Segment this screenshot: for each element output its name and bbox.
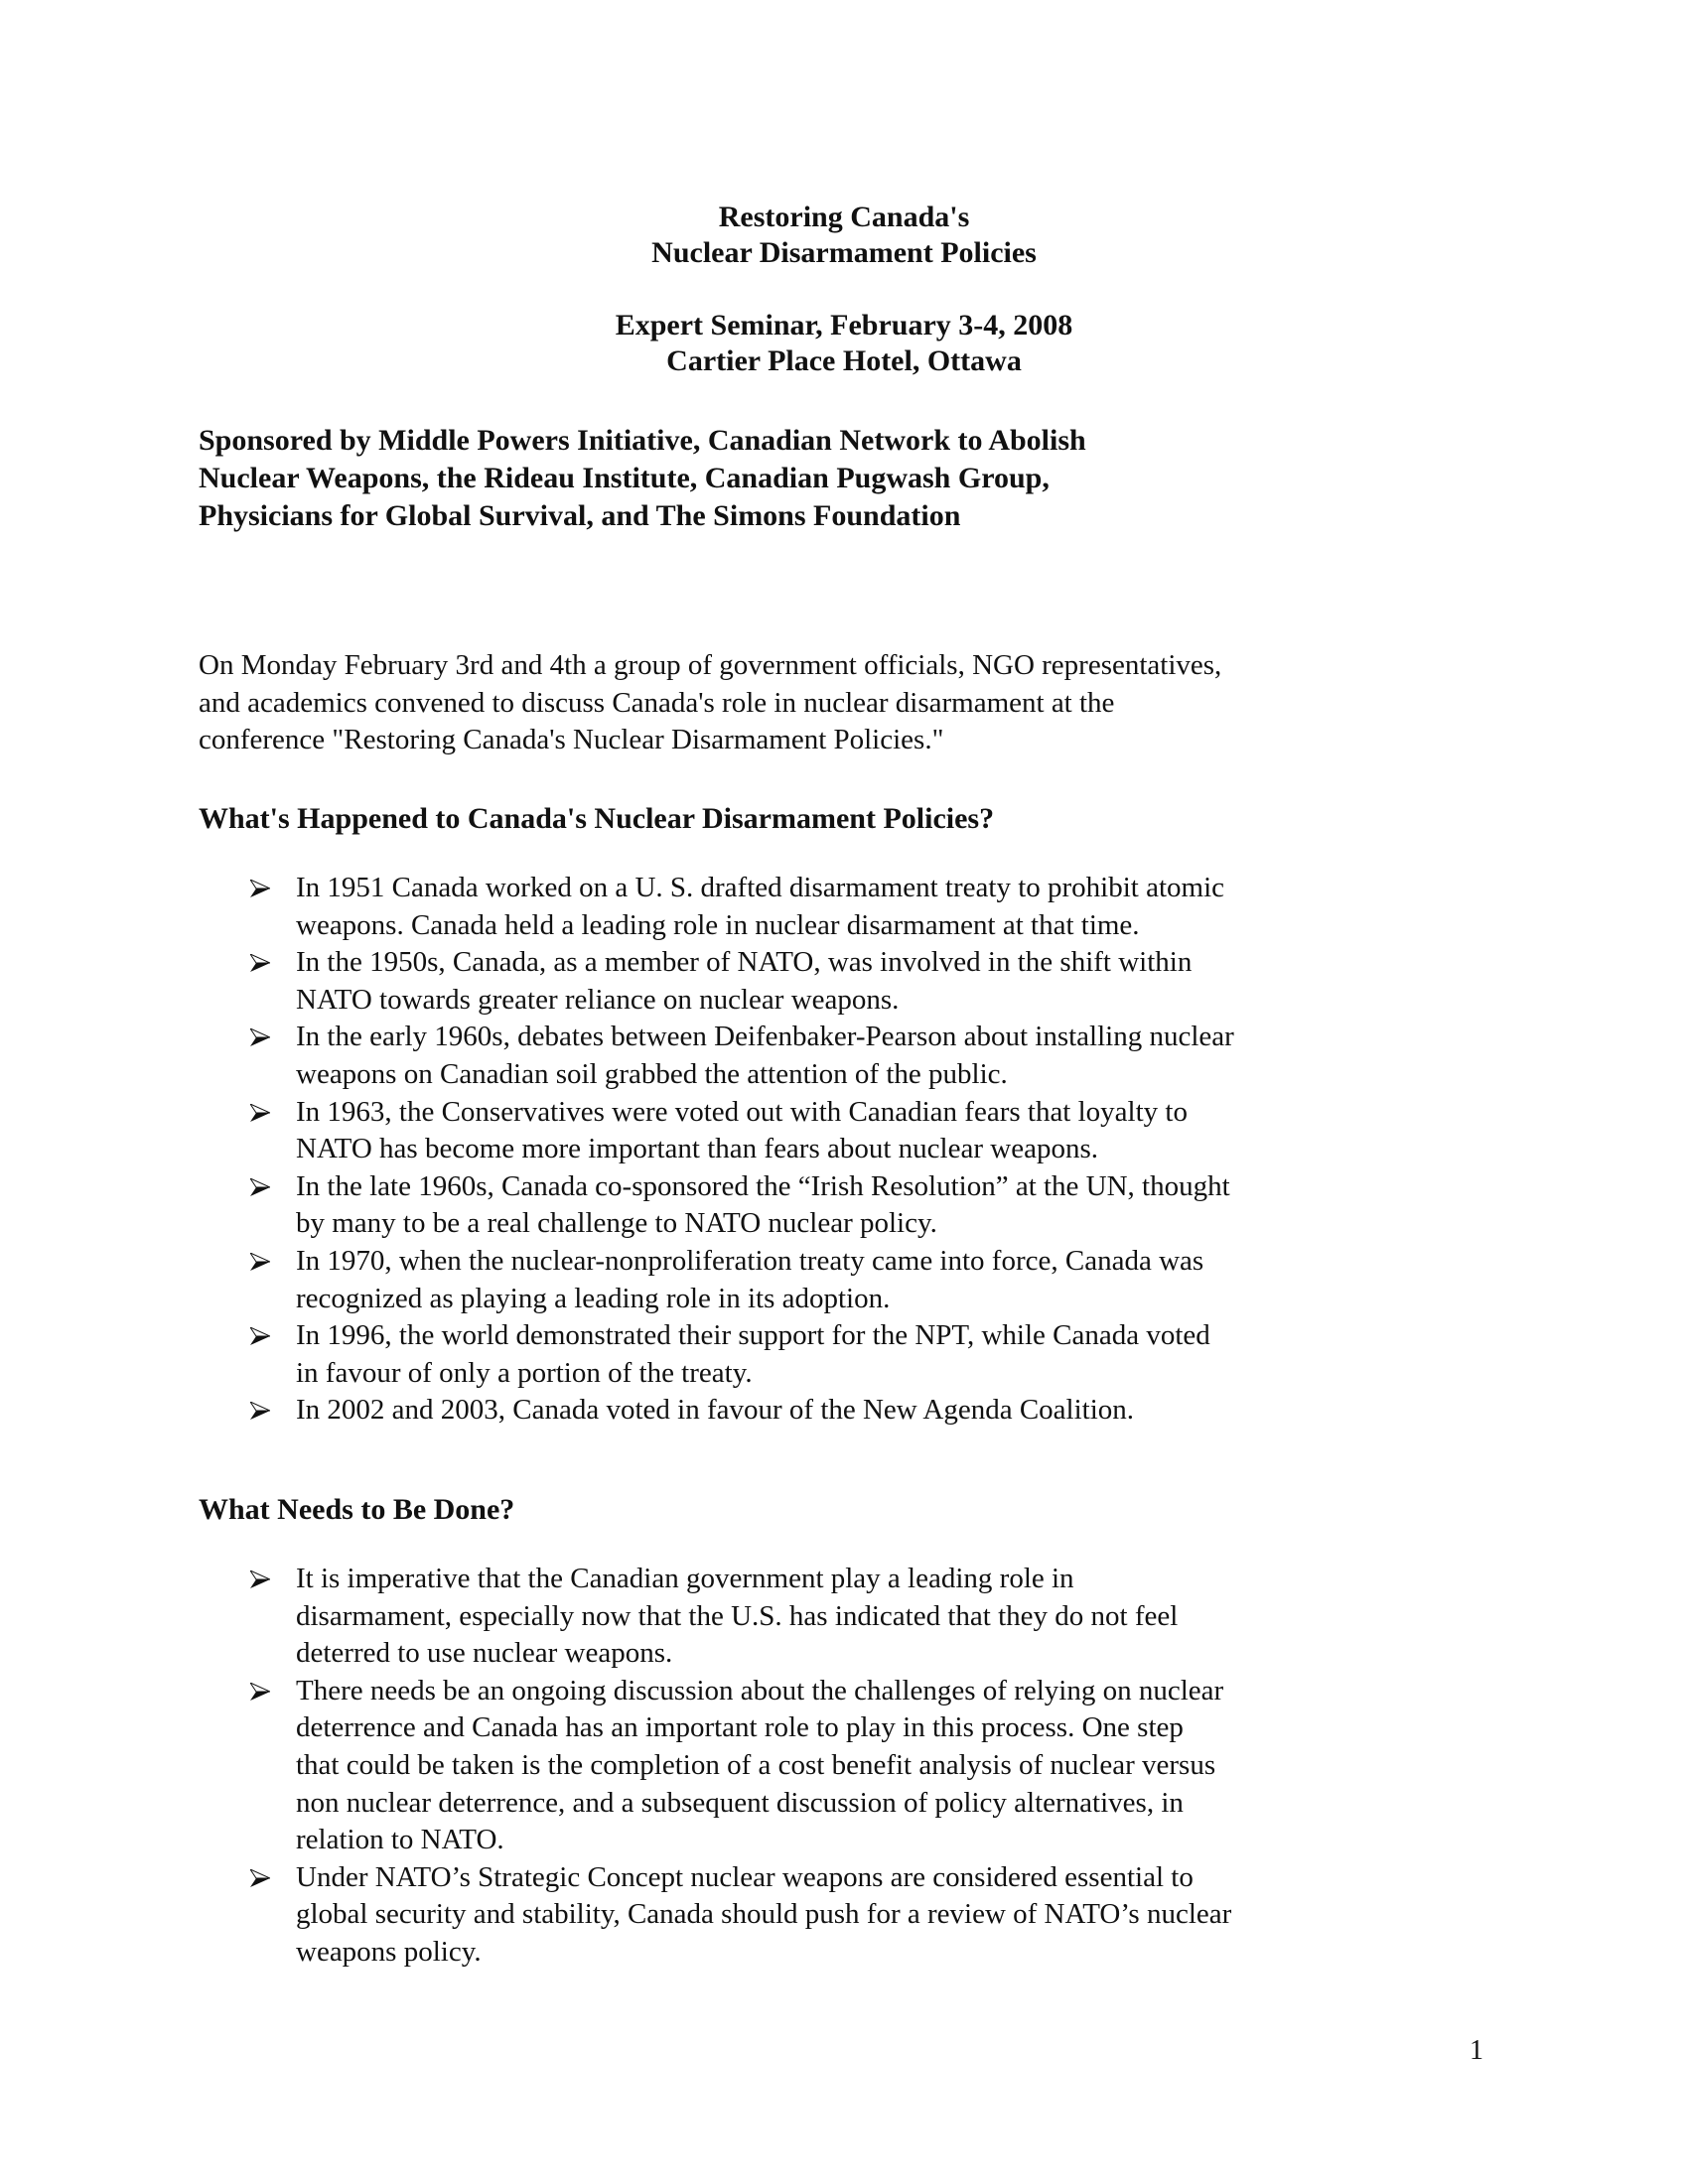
arrowhead-bullet-icon xyxy=(250,1869,270,1887)
page-number: 1 xyxy=(1470,2035,1483,2066)
list-item: In 1996, the world demonstrated their support for the NPT, while Canada voted in favour of only a portion of the treaty. xyxy=(250,1317,1511,1392)
title-line-2: Nuclear Disarmament Policies xyxy=(651,236,1037,269)
section-heading-history: What's Happened to Canada's Nuclear Disarmament Policies? xyxy=(199,802,995,835)
arrowhead-bullet-icon xyxy=(250,1683,270,1701)
history-bullet-list xyxy=(250,870,1511,1430)
list-item: In 1970, when the nuclear-nonproliferation treaty came into force, Canada was recognized as playing a leading role in its adoption. xyxy=(250,1243,1511,1317)
arrowhead-bullet-icon xyxy=(250,1402,270,1420)
title-line-1: Restoring Canada's xyxy=(718,201,970,233)
event-venue-line: Cartier Place Hotel, Ottawa xyxy=(666,344,1022,377)
sponsors-line: Sponsored by Middle Powers Initiative, Canadian Network to Abolish xyxy=(199,424,1086,457)
sponsors-line: Nuclear Weapons, the Rideau Institute, Canadian Pugwash Group, xyxy=(199,462,1050,494)
sponsors-paragraph xyxy=(199,422,1509,535)
arrowhead-bullet-icon xyxy=(250,880,270,897)
sponsors-line: Physicians for Global Survival, and The Simons Foundation xyxy=(199,499,961,532)
arrowhead-bullet-icon xyxy=(250,954,270,972)
arrowhead-bullet-icon xyxy=(250,1327,270,1345)
section-heading-actions: What Needs to Be Done? xyxy=(199,1493,515,1526)
list-item: Under NATO’s Strategic Concept nuclear weapons are considered essential to global security and stability, Canada should push for a review of NATO’s nuclear weapons policy. xyxy=(250,1859,1511,1972)
arrowhead-bullet-icon xyxy=(250,1253,270,1271)
arrowhead-bullet-icon xyxy=(250,1570,270,1588)
intro-paragraph xyxy=(199,647,1509,759)
list-item: In the late 1960s, Canada co-sponsored the “Irish Resolution” at the UN, thought by many to be a real challenge to NATO nuclear policy. xyxy=(250,1168,1511,1243)
actions-bullet-list xyxy=(250,1561,1511,1972)
list-item: In 1963, the Conservatives were voted out with Canadian fears that loyalty to NATO has become more important than fears about nuclear weapons. xyxy=(250,1094,1511,1168)
list-item: It is imperative that the Canadian government play a leading role in disarmament, especially now that the U.S. has indicated that they do not feel deterred to use nuclear weapons. xyxy=(250,1561,1511,1673)
list-item: In 2002 and 2003, Canada voted in favour of the New Agenda Coalition. xyxy=(250,1392,1511,1430)
list-item: There needs be an ongoing discussion about the challenges of relying on nuclear deterrence and Canada has an important role to play in this process. One step that could be taken is the completion of a cost benefit analysis of nuclear versus non nuclear deterrence, and a subsequent discussion of policy alternatives, in relation to NATO. xyxy=(250,1673,1511,1859)
list-item: In the 1950s, Canada, as a member of NATO, was involved in the shift within NATO towards greater reliance on nuclear weapons. xyxy=(250,944,1511,1019)
intro-line: On Monday February 3rd and 4th a group of government officials, NGO representatives, xyxy=(199,649,1222,681)
arrowhead-bullet-icon xyxy=(250,1104,270,1122)
document-title xyxy=(0,200,1688,271)
intro-line: conference "Restoring Canada's Nuclear Disarmament Policies." xyxy=(199,724,944,755)
arrowhead-bullet-icon xyxy=(250,1028,270,1046)
list-item: In 1951 Canada worked on a U. S. drafted disarmament treaty to prohibit atomic weapons. Canada held a leading role in nuclear disarmament at that time. xyxy=(250,870,1511,944)
event-date-line: Expert Seminar, February 3-4, 2008 xyxy=(615,309,1073,341)
arrowhead-bullet-icon xyxy=(250,1178,270,1196)
list-item: In the early 1960s, debates between Deifenbaker-Pearson about installing nuclear weapons on Canadian soil grabbed the attention of the public. xyxy=(250,1019,1511,1093)
event-info xyxy=(0,308,1688,379)
intro-line: and academics convened to discuss Canada's role in nuclear disarmament at the xyxy=(199,686,1115,719)
